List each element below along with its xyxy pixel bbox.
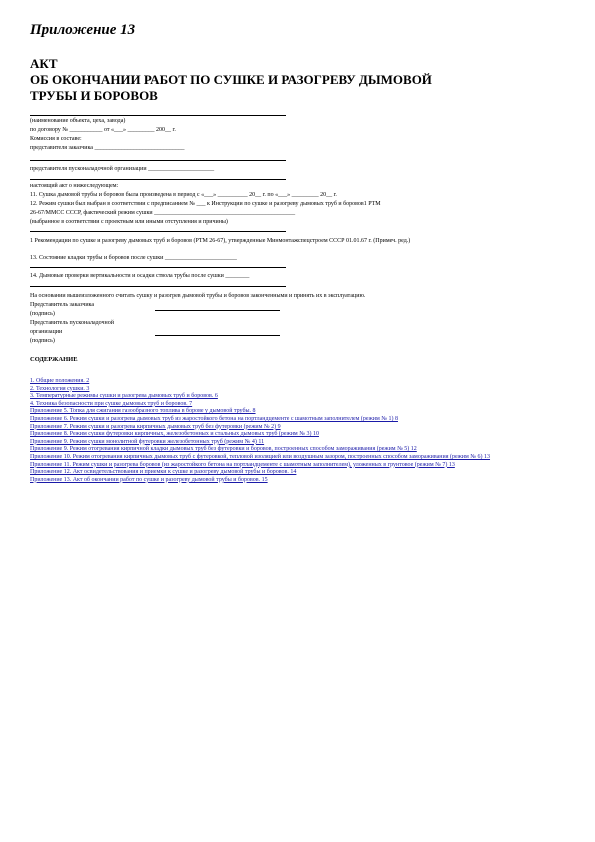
document-title bbox=[30, 56, 570, 104]
commission-line: Комиссия в составе: bbox=[30, 136, 82, 142]
item-12-part-2: 26-67/ММСС СССР, фактический режим сушки _______________________________________________ bbox=[30, 210, 296, 216]
title-line-1: АКТ bbox=[30, 56, 58, 71]
toc-link[interactable]: Приложение 5. Топка для сжигания газообразного топлива в борове у дымовой трубы. 8 bbox=[30, 408, 256, 415]
toc-link[interactable]: 4. Техника безопасности при сушке дымовых труб и боровов. 7 bbox=[30, 400, 193, 407]
commissioning-signature-label-2: организации bbox=[30, 329, 63, 335]
toc-link[interactable]: Приложение 13. Акт об окончании работ по сушке и разогреву дымовой трубы и боровов. 15 bbox=[30, 476, 268, 483]
established-line: настоящий акт о нижеследующем: bbox=[30, 183, 119, 189]
table-of-contents bbox=[30, 378, 560, 484]
item-14: 14. Дымовые проверки вертикальности и осадки ствола трубы после сушки ________ bbox=[30, 273, 250, 279]
toc-link[interactable]: Приложение 8. Режим сушки футеровки кирпичных, железобетонных и стальных дымовых труб (режим № 3) 10 bbox=[30, 431, 319, 438]
commissioning-org-line: представителя пусконаладочной организации ______________________ bbox=[30, 166, 215, 172]
toc-link[interactable]: Приложение 11. Режим сушки и разогрева боровов (из жаростойкого бетона на портландцементе с шамотным заполнителем), уложенных в грунтовое (режим № 7) 13 bbox=[30, 461, 455, 468]
item-13: 13. Состояние кладки трубы и боровов после сушки ________________________ bbox=[30, 255, 237, 261]
footnote-rule bbox=[30, 231, 286, 232]
conclusion-line: На основании вышеизложенного считать сушку и разогрев дымовой трубы и боровов законченными и принять их в эксплуатацию. bbox=[30, 293, 366, 299]
commissioning-signature-label-1: Представитель пусконаладочной bbox=[30, 320, 114, 326]
customer-signature-caption: (подпись) bbox=[30, 311, 55, 317]
toc-link[interactable]: Приложение 12. Акт освидетельствования и приемки к сушке и разогреву дымовой трубы и боровов. 14 bbox=[30, 469, 297, 476]
toc-link[interactable]: Приложение 9. Режим отогревания кирпичной кладки дымовых труб без футеровки и боровов, построенных способом замораживания (режим № 5) 12 bbox=[30, 446, 417, 453]
customer-rep-rule bbox=[30, 160, 286, 161]
title-line-2: ОБ ОКОНЧАНИИ РАБОТ ПО СУШКЕ И РАЗОГРЕВУ ДЫМОВОЙ bbox=[30, 72, 432, 87]
item-12-part-1: 12. Режим сушки был выбран в соответствии с предписанием № ___ к Инструкции по сушке и разогреву дымовых труб и боровов1 РТМ bbox=[30, 201, 381, 207]
commissioning-signature-caption: (подпись) bbox=[30, 338, 55, 344]
commissioning-signature-rule bbox=[155, 335, 280, 336]
toc-link[interactable]: Приложение 10. Режим отогревания кирпичных дымовых труб с футеровкой, тепловой изоляцией или воздушным зазором, построенных способом замораживания (режим № 6) 13 bbox=[30, 453, 491, 460]
item-11: 11. Сушка дымовой трубы и боровов была произведена в период с «___» __________ 20__ г. по «___» _________ 20__ г. bbox=[30, 192, 337, 198]
item-13-rule bbox=[30, 267, 286, 268]
toc-title: СОДЕРЖАНИЕ bbox=[30, 356, 78, 363]
toc-link[interactable]: Приложение 7. Режим сушки и разогрева кирпичных дымовых труб без футеровки (режим № 2) 9 bbox=[30, 423, 281, 430]
toc-link[interactable]: Приложение 6. Режим сушки и разогрева дымовых труб из жаростойкого бетона на портландцементе с шамотным заполнителем (режим № 1) 8 bbox=[30, 415, 398, 422]
customer-signature-rule bbox=[155, 310, 280, 311]
commissioning-org-rule bbox=[30, 179, 286, 180]
toc-link[interactable]: 1. Общие положения. 2 bbox=[30, 378, 90, 384]
contract-line: по договору № ___________ от «___» _________ 200__ г. bbox=[30, 127, 176, 133]
item-14-rule bbox=[30, 286, 286, 287]
item-12-caption: (выбранное в соответствии с проектным или иными отступления и причины) bbox=[30, 219, 228, 225]
customer-rep-line: представителя заказчика ______________________________ bbox=[30, 145, 185, 151]
toc-link[interactable]: 3. Температурные режимы сушки и разогрева дымовых труб и боровов. 6 bbox=[30, 393, 218, 400]
toc-link[interactable]: Приложение 9. Режим сушки монолитной футеровки железобетонных труб (режим № 4) 11 bbox=[30, 438, 265, 445]
appendix-label: Приложение 13 bbox=[30, 22, 136, 38]
object-name-caption: (наименование объекта, цеха, завода) bbox=[30, 118, 126, 124]
object-name-rule bbox=[30, 115, 286, 116]
toc-link[interactable]: 2. Технология сушки. 3 bbox=[30, 385, 90, 392]
customer-signature-label: Представитель заказчика bbox=[30, 302, 95, 308]
footnote: 1 Рекомендации по сушке и разогреву дымовых труб и боровов (РТМ 26-67), утвержденные Минмонтажспецстроем СССР 01.01.67 г. (Примеч. ред.) bbox=[30, 238, 411, 244]
title-line-3: ТРУБЫ И БОРОВОВ bbox=[30, 88, 158, 103]
